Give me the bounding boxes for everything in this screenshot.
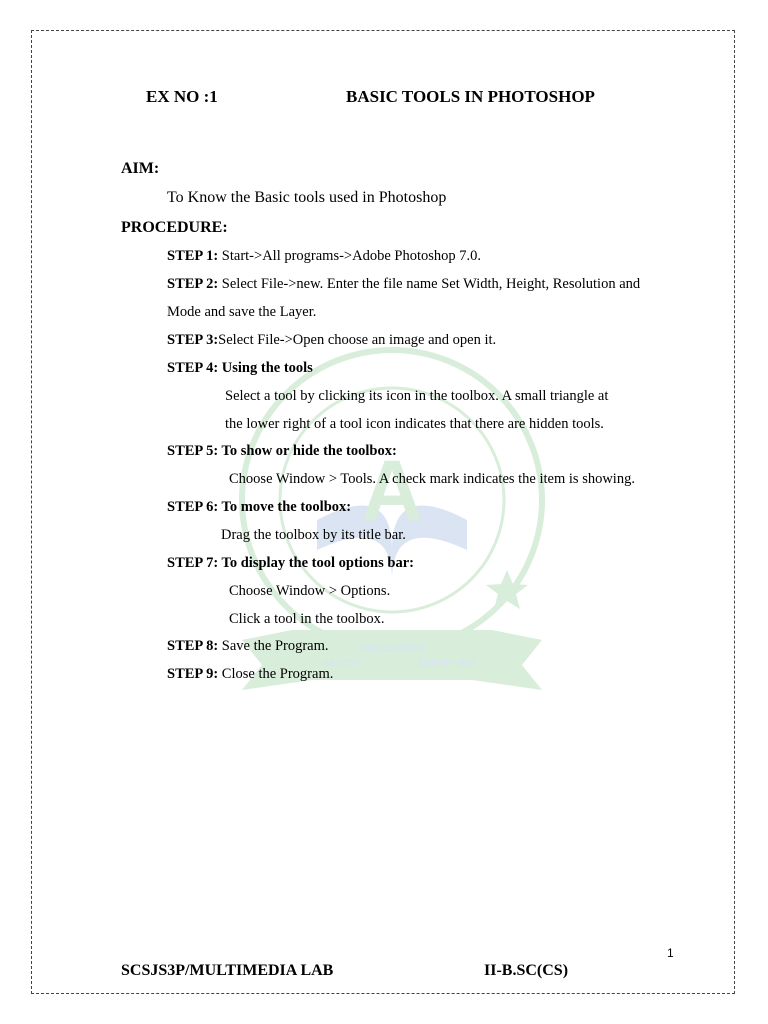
ribbon-word-discipline: DISCIPLINE [418,658,476,669]
step-7-line-1: Choose Window > Options. [229,583,391,599]
logo-letter: A [360,443,424,539]
step-4-line-2: the lower right of a tool icon indicates that there are hidden tools. [225,416,604,432]
step-5-heading: STEP 5: To show or hide the toolbox: [167,443,397,459]
step-text: Select File->new. Enter the file name Set Width, Height, Resolution and [218,276,641,292]
procedure-heading: PROCEDURE: [121,219,228,236]
step-text: Close the Program. [218,666,334,682]
step-3 [167,332,496,349]
step-7-line-2: Click a tool in the toolbox. [229,611,385,627]
page-number: 1 [667,946,674,960]
step-label: STEP 2: [167,276,219,292]
aim-text: To Know the Basic tools used in Photoshop [167,189,447,206]
step-label: STEP 3: [167,332,219,348]
step-text: Start->All programs->Adobe Photoshop 7.0. [218,248,482,264]
step-label: STEP 9: [167,666,219,682]
page-title: BASIC TOOLS IN PHOTOSHOP [346,87,595,106]
step-label: STEP 8: [167,638,219,654]
step-7-heading: STEP 7: To display the tool options bar: [167,555,414,571]
footer-course: SCSJS3P/MULTIMEDIA LAB [121,962,334,979]
step-8 [167,638,329,655]
ribbon-word-safety: SAFETY [322,658,362,669]
step-label: STEP 1: [167,248,219,264]
exercise-number: EX NO :1 [146,87,218,106]
step-2-continuation: Mode and save the Layer. [167,304,317,320]
step-5-line-1: Choose Window > Tools. A check mark indicates the item is showing. [229,471,635,487]
ribbon-word-education: EDUCATION [359,643,425,655]
step-1 [167,248,481,265]
aim-heading: AIM: [121,160,160,177]
step-9 [167,666,333,683]
step-6-line-1: Drag the toolbox by its title bar. [221,527,406,543]
step-text: Select File->Open choose an image and open it. [218,332,497,348]
step-4-heading: STEP 4: Using the tools [167,360,313,376]
step-text: Save the Program. [218,638,329,654]
footer-class: II-B.SC(CS) [484,962,569,979]
step-4-line-1: Select a tool by clicking its icon in the toolbox. A small triangle at [225,388,609,404]
step-2 [167,276,640,293]
step-6-heading: STEP 6: To move the toolbox: [167,499,352,515]
